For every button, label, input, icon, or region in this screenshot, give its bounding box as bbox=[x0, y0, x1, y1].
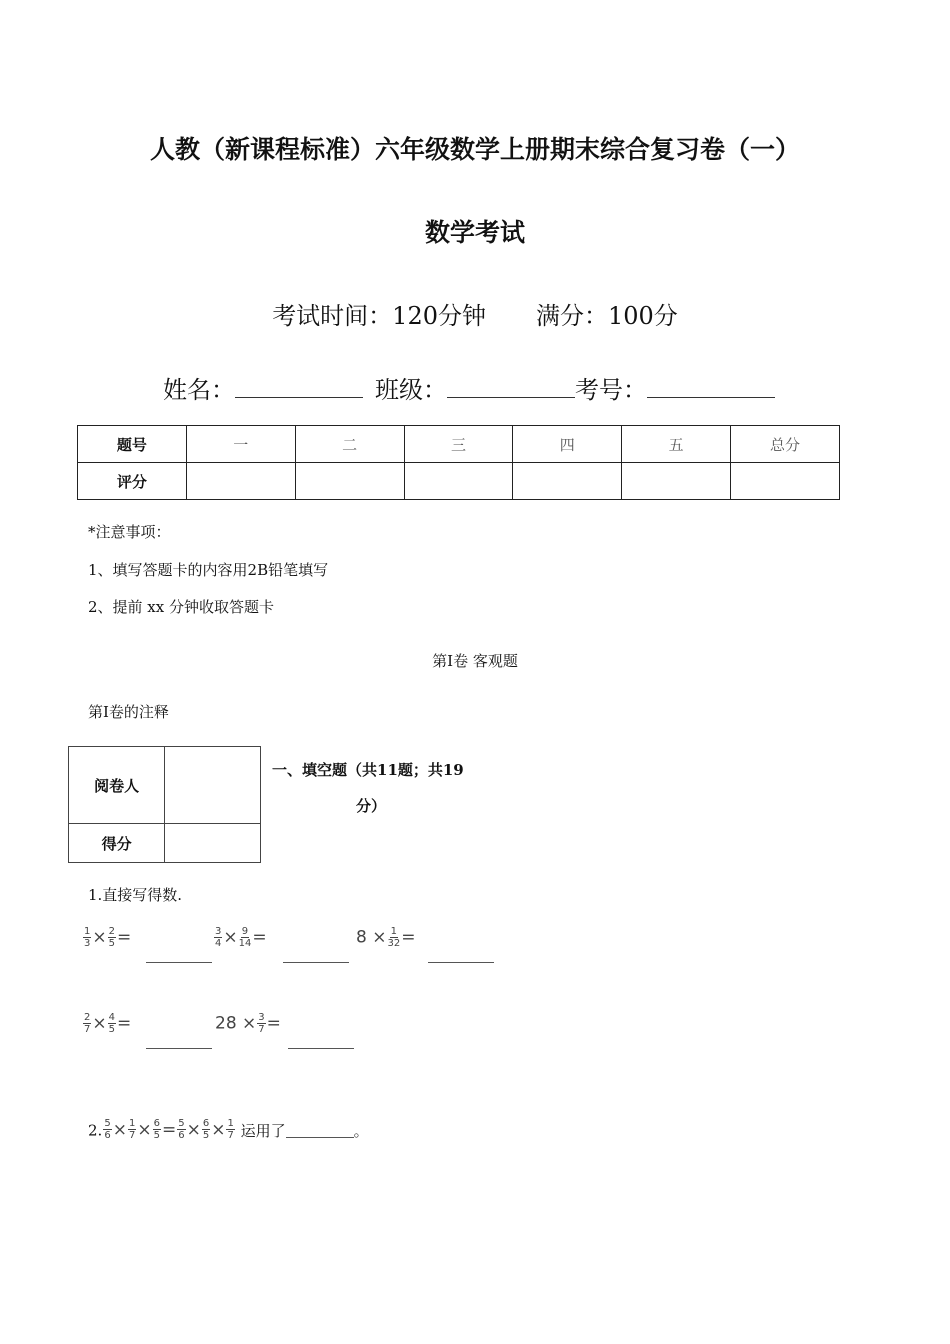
fraction: $\frac{2}{5}$ bbox=[108, 926, 115, 949]
score-cell[interactable] bbox=[622, 463, 731, 500]
column-1: 一 bbox=[186, 426, 295, 463]
id-label: 考号： bbox=[575, 376, 647, 404]
answer-blank[interactable] bbox=[288, 1047, 354, 1049]
page-title: 人教（新课程标准）六年级数学上册期末综合复习卷（一） bbox=[149, 135, 800, 164]
expr-5: 28 × $\frac{3}{7}$ = bbox=[215, 1012, 281, 1035]
class-label: 班级： bbox=[375, 376, 447, 404]
grader-score-label: 得分 bbox=[69, 824, 165, 863]
question-2-suffix: 运用了 bbox=[240, 1122, 286, 1140]
answer-blank[interactable] bbox=[146, 1047, 212, 1049]
score-cell[interactable] bbox=[513, 463, 622, 500]
score-label: 评分 bbox=[78, 463, 187, 500]
part-title: 第Ⅰ卷 客观题 bbox=[432, 652, 518, 670]
score-cell[interactable] bbox=[186, 463, 295, 500]
grader-row-reviewer bbox=[69, 747, 261, 824]
class-blank[interactable] bbox=[447, 375, 575, 398]
notes-heading: *注意事项： bbox=[88, 523, 171, 541]
answer-blank[interactable] bbox=[146, 961, 212, 963]
grader-table bbox=[68, 746, 261, 863]
question-2-label: 2. bbox=[88, 1121, 103, 1140]
fraction: $\frac{9}{14}$ bbox=[238, 926, 252, 949]
fraction: $\frac{4}{5}$ bbox=[108, 1012, 115, 1035]
answer-blank[interactable] bbox=[286, 1123, 354, 1138]
section-1-heading bbox=[272, 752, 482, 824]
exam-time-line bbox=[0, 296, 950, 331]
question-2 bbox=[88, 1118, 369, 1141]
student-info-line bbox=[163, 370, 787, 405]
reviewer-label: 阅卷人 bbox=[69, 747, 165, 824]
expr-3: 8 × $\frac{1}{32}$ = bbox=[356, 926, 416, 949]
expr-4: $\frac{2}{7}$ × $\frac{4}{5}$ = bbox=[84, 1012, 132, 1035]
id-blank[interactable] bbox=[647, 375, 775, 398]
exam-time: 考试时间：120分钟 bbox=[272, 302, 486, 330]
part-note: 第Ⅰ卷的注释 bbox=[88, 703, 169, 721]
section-1-line-2: 分） bbox=[356, 797, 387, 815]
expr-q2: $\frac{5}{6}$ × $\frac{1}{7}$ × $\frac{6}{5}$ = $\frac{5}{6}$ × $\frac{6}{5}$ × $\frac{1}{7}$ bbox=[104, 1118, 234, 1141]
fraction: $\frac{1}{3}$ bbox=[84, 926, 91, 949]
column-5: 五 bbox=[622, 426, 731, 463]
fraction: $\frac{2}{7}$ bbox=[84, 1012, 91, 1035]
question-number-label: 题号 bbox=[78, 426, 187, 463]
fraction: $\frac{3}{7}$ bbox=[258, 1012, 265, 1035]
page-subtitle: 数学考试 bbox=[424, 218, 525, 247]
score-table-header-row bbox=[78, 426, 840, 463]
note-item-2: 2、提前 xx 分钟收取答题卡 bbox=[88, 598, 274, 616]
column-4: 四 bbox=[513, 426, 622, 463]
grader-row-score bbox=[69, 824, 261, 863]
name-label: 姓名： bbox=[163, 376, 235, 404]
fraction: $\frac{3}{4}$ bbox=[215, 926, 222, 949]
score-table bbox=[77, 425, 840, 500]
section-1-line-1: 一、填空题（共11题；共19 bbox=[272, 761, 464, 779]
question-2-end: 。 bbox=[353, 1122, 369, 1140]
name-blank[interactable] bbox=[235, 375, 363, 398]
score-table-score-row bbox=[78, 463, 840, 500]
column-2: 二 bbox=[295, 426, 404, 463]
answer-blank[interactable] bbox=[283, 961, 349, 963]
column-3: 三 bbox=[404, 426, 513, 463]
score-cell[interactable] bbox=[295, 463, 404, 500]
full-score: 满分：100分 bbox=[536, 302, 678, 330]
score-cell[interactable] bbox=[404, 463, 513, 500]
expr-1: $\frac{1}{3}$ × $\frac{2}{5}$ = bbox=[84, 926, 132, 949]
reviewer-cell[interactable] bbox=[165, 747, 261, 824]
column-total: 总分 bbox=[731, 426, 840, 463]
score-cell[interactable] bbox=[731, 463, 840, 500]
answer-blank[interactable] bbox=[428, 961, 494, 963]
question-1-label: 1.直接写得数. bbox=[88, 886, 183, 904]
grader-score-cell[interactable] bbox=[165, 824, 261, 863]
note-item-1: 1、填写答题卡的内容用2B铅笔填写 bbox=[88, 561, 329, 579]
expr-2: $\frac{3}{4}$ × $\frac{9}{14}$ = bbox=[215, 926, 267, 949]
fraction: $\frac{1}{32}$ bbox=[387, 926, 401, 949]
